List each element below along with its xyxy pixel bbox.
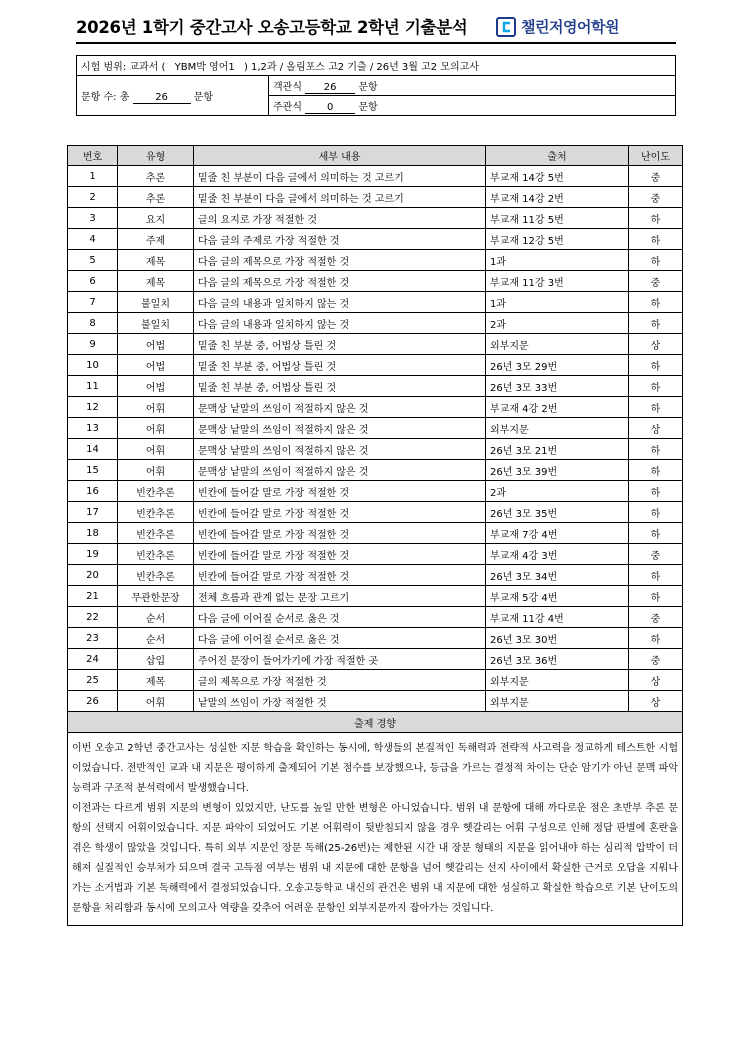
row-source: 외부지문	[486, 691, 629, 712]
brand	[496, 16, 619, 37]
row-number: 13	[68, 418, 118, 439]
row-source: 1과	[486, 292, 629, 313]
table-row	[68, 187, 683, 208]
row-type: 빈칸추론	[118, 544, 194, 565]
objective-unit: 문항	[358, 81, 378, 93]
table-row	[68, 586, 683, 607]
row-type: 어휘	[118, 439, 194, 460]
question-count-cell	[77, 76, 269, 116]
row-number: 4	[68, 229, 118, 250]
row-number: 1	[68, 166, 118, 187]
row-source: 부교재 5강 4번	[486, 586, 629, 607]
row-level: 하	[629, 313, 683, 334]
row-level: 하	[629, 481, 683, 502]
row-detail: 빈칸에 들어갈 말로 가장 적절한 것	[194, 523, 486, 544]
row-level: 하	[629, 376, 683, 397]
row-number: 21	[68, 586, 118, 607]
row-type: 주제	[118, 229, 194, 250]
trend-paragraph-1: 이번 오송고 2학년 중간고사는 성실한 지문 학습을 확인하는 동시에, 학생들의 본질적인 독해력과 전략적 사고력을 정교하게 테스트한 시험이었습니다. 전반적인 교과 내 지문은 평이하게 출제되어 기본 점수를 보장했으나, 등급을 가르는 결정적 차이는 단순 암기가 아닌 문맥 파악 능력과 구조적 분석력에서 발생했습니다.	[72, 743, 678, 794]
row-number: 14	[68, 439, 118, 460]
trend-paragraph-2: 이전과는 다르게 범위 지문의 변형이 있었지만, 난도를 높일 만한 변형은 아니었습니다. 범위 내 문항에 대해 까다로운 점은 초반부 추론 문항의 선택지 어휘이었습니다. 지문 파악이 되었어도 기본 어휘력이 뒷받침되지 않을 경우 헷갈리는 어휘 구성으로 인해 정답 판별에 혼란을 겪은 학생이 많았을 것입니다. 특히 외부 지문인 장문 독해(25-26번)는 제한된 시간 내 장문 형태의 지문을 읽어내야 하는 심리적 압박이 더해져 실질적인 승부처가 되으며 결국 고득점 여부는 범위 내 지문에 대한 문항을 넘어 헷갈리는 선지 사이에서 확실한 근거로 오답을 지워나가는 소거법과 기본 독해력에서 결정되었습니다. 오송고등학교 내신의 관건은 범위 내 지문에 대한 성실하고 확실한 학습으로 기본 난이도의 문항을 처리함과 동시에 모의고사 역량을 갖추어 어려운 문항인 외부지문까지 잡아가는 것입니다.	[72, 803, 678, 914]
row-level: 하	[629, 502, 683, 523]
row-level: 상	[629, 691, 683, 712]
table-row	[68, 376, 683, 397]
row-detail: 문맥상 낱말의 쓰임이 적절하지 않은 것	[194, 397, 486, 418]
table-row	[68, 544, 683, 565]
table-row	[68, 397, 683, 418]
row-type: 빈칸추론	[118, 481, 194, 502]
col-header-source: 출처	[486, 146, 629, 166]
row-source: 2과	[486, 481, 629, 502]
row-level: 중	[629, 271, 683, 292]
trend-heading: 출제 경향	[68, 712, 683, 733]
table-row	[68, 313, 683, 334]
row-source: 26년 3모 36번	[486, 649, 629, 670]
row-detail: 빈칸에 들어갈 말로 가장 적절한 것	[194, 565, 486, 586]
table-row	[68, 691, 683, 712]
page-header	[76, 10, 676, 46]
row-level: 하	[629, 229, 683, 250]
row-source: 부교재 14강 2번	[486, 187, 629, 208]
row-type: 어휘	[118, 691, 194, 712]
table-row	[68, 208, 683, 229]
objective-cell	[269, 76, 676, 96]
table-row	[68, 502, 683, 523]
row-source: 26년 3모 35번	[486, 502, 629, 523]
row-level: 하	[629, 628, 683, 649]
row-source: 부교재 11강 3번	[486, 271, 629, 292]
subjective-count: 0	[305, 102, 355, 114]
row-detail: 밑줄 친 부분이 다음 글에서 의미하는 것 고르기	[194, 187, 486, 208]
academy-logo-icon	[496, 17, 518, 37]
row-detail: 다음 글의 제목으로 가장 적절한 것	[194, 250, 486, 271]
exam-info-table	[76, 55, 676, 116]
row-source: 부교재 12강 5번	[486, 229, 629, 250]
row-detail: 빈칸에 들어갈 말로 가장 적절한 것	[194, 544, 486, 565]
analysis-table	[67, 145, 683, 926]
row-type: 어휘	[118, 397, 194, 418]
scope-label: 시험 범위: 교과서 (	[81, 62, 166, 73]
table-row	[68, 628, 683, 649]
table-row	[68, 355, 683, 376]
row-level: 상	[629, 334, 683, 355]
table-row	[68, 271, 683, 292]
objective-label: 객관식	[273, 81, 302, 93]
row-level: 중	[629, 607, 683, 628]
row-detail: 다음 글에 이어질 순서로 옳은 것	[194, 628, 486, 649]
subjective-cell	[269, 96, 676, 116]
row-number: 11	[68, 376, 118, 397]
count-label: 문항 수: 총	[81, 91, 130, 103]
row-detail: 밑줄 친 부분이 다음 글에서 의미하는 것 고르기	[194, 166, 486, 187]
col-header-type: 유형	[118, 146, 194, 166]
table-row	[68, 460, 683, 481]
row-number: 8	[68, 313, 118, 334]
row-source: 외부지문	[486, 670, 629, 691]
row-number: 22	[68, 607, 118, 628]
page-title: 2026년 1학기 중간고사 오송고등학교 2학년 기출분석	[76, 18, 468, 37]
row-level: 하	[629, 397, 683, 418]
row-source: 부교재 4강 3번	[486, 544, 629, 565]
row-source: 부교재 11강 4번	[486, 607, 629, 628]
row-level: 하	[629, 439, 683, 460]
table-row	[68, 166, 683, 187]
row-level: 하	[629, 355, 683, 376]
trend-body	[68, 733, 683, 926]
row-source: 26년 3모 33번	[486, 376, 629, 397]
row-detail: 문맥상 낱말의 쓰임이 적절하지 않은 것	[194, 418, 486, 439]
row-detail: 다음 글의 제목으로 가장 적절한 것	[194, 271, 486, 292]
row-type: 빈칸추론	[118, 565, 194, 586]
count-unit: 문항	[193, 91, 214, 103]
row-detail: 밑줄 친 부분 중, 어법상 틀린 것	[194, 376, 486, 397]
row-number: 26	[68, 691, 118, 712]
row-number: 18	[68, 523, 118, 544]
scope-book: YBM박 영어1	[174, 62, 235, 73]
row-number: 7	[68, 292, 118, 313]
row-type: 순서	[118, 607, 194, 628]
row-source: 2과	[486, 313, 629, 334]
row-level: 상	[629, 670, 683, 691]
table-row	[68, 523, 683, 544]
header-divider	[76, 42, 676, 44]
row-number: 25	[68, 670, 118, 691]
row-detail: 글의 제목으로 가장 적절한 것	[194, 670, 486, 691]
row-level: 상	[629, 418, 683, 439]
row-detail: 주어진 문장이 들어가기에 가장 적절한 곳	[194, 649, 486, 670]
row-type: 요지	[118, 208, 194, 229]
row-type: 삽입	[118, 649, 194, 670]
row-number: 23	[68, 628, 118, 649]
row-type: 어휘	[118, 418, 194, 439]
table-row	[68, 649, 683, 670]
total-count: 26	[133, 92, 191, 104]
table-row	[68, 334, 683, 355]
row-level: 하	[629, 292, 683, 313]
row-detail: 밑줄 친 부분 중, 어법상 틀린 것	[194, 355, 486, 376]
row-number: 19	[68, 544, 118, 565]
row-level: 하	[629, 460, 683, 481]
row-source: 외부지문	[486, 418, 629, 439]
row-type: 어법	[118, 334, 194, 355]
row-detail: 빈칸에 들어갈 말로 가장 적절한 것	[194, 502, 486, 523]
row-level: 중	[629, 166, 683, 187]
row-type: 제목	[118, 250, 194, 271]
row-type: 추론	[118, 187, 194, 208]
row-source: 26년 3모 39번	[486, 460, 629, 481]
row-detail: 전체 흐름과 관계 없는 문장 고르기	[194, 586, 486, 607]
row-type: 순서	[118, 628, 194, 649]
row-source: 26년 3모 21번	[486, 439, 629, 460]
row-number: 24	[68, 649, 118, 670]
row-detail: 낱말의 쓰임이 가장 적절한 것	[194, 691, 486, 712]
col-header-detail: 세부 내용	[194, 146, 486, 166]
row-level: 하	[629, 208, 683, 229]
table-row	[68, 439, 683, 460]
exam-scope-cell	[77, 56, 676, 76]
row-type: 빈칸추론	[118, 523, 194, 544]
row-number: 3	[68, 208, 118, 229]
row-detail: 다음 글에 이어질 순서로 옳은 것	[194, 607, 486, 628]
row-source: 부교재 4강 2번	[486, 397, 629, 418]
row-detail: 다음 글의 내용과 일치하지 않는 것	[194, 292, 486, 313]
row-number: 12	[68, 397, 118, 418]
row-type: 추론	[118, 166, 194, 187]
row-type: 제목	[118, 670, 194, 691]
row-level: 하	[629, 586, 683, 607]
row-type: 어법	[118, 376, 194, 397]
table-row	[68, 418, 683, 439]
row-detail: 문맥상 낱말의 쓰임이 적절하지 않은 것	[194, 460, 486, 481]
table-header-row	[68, 146, 683, 166]
table-row	[68, 292, 683, 313]
row-type: 불일치	[118, 292, 194, 313]
row-level: 하	[629, 565, 683, 586]
table-row	[68, 250, 683, 271]
row-number: 5	[68, 250, 118, 271]
col-header-number: 번호	[68, 146, 118, 166]
row-source: 부교재 7강 4번	[486, 523, 629, 544]
row-number: 9	[68, 334, 118, 355]
scope-rest: ) 1,2과 / 올림포스 고2 기출 / 26년 3월 고2 모의고사	[243, 62, 479, 73]
row-number: 6	[68, 271, 118, 292]
row-detail: 글의 요지로 가장 적절한 것	[194, 208, 486, 229]
row-type: 어법	[118, 355, 194, 376]
row-number: 16	[68, 481, 118, 502]
row-detail: 문맥상 낱말의 쓰임이 적절하지 않은 것	[194, 439, 486, 460]
table-row	[68, 670, 683, 691]
col-header-level: 난이도	[629, 146, 683, 166]
subjective-label: 주관식	[273, 101, 302, 113]
row-type: 불일치	[118, 313, 194, 334]
row-detail: 다음 글의 주제로 가장 적절한 것	[194, 229, 486, 250]
row-type: 어휘	[118, 460, 194, 481]
row-number: 10	[68, 355, 118, 376]
row-type: 제목	[118, 271, 194, 292]
objective-count: 26	[305, 82, 355, 94]
row-source: 부교재 11강 5번	[486, 208, 629, 229]
table-row	[68, 607, 683, 628]
table-row	[68, 229, 683, 250]
row-detail: 빈칸에 들어갈 말로 가장 적절한 것	[194, 481, 486, 502]
row-number: 15	[68, 460, 118, 481]
row-type: 무관한문장	[118, 586, 194, 607]
subjective-unit: 문항	[358, 101, 378, 113]
row-source: 26년 3모 29번	[486, 355, 629, 376]
row-detail: 다음 글의 내용과 일치하지 않는 것	[194, 313, 486, 334]
row-level: 중	[629, 187, 683, 208]
row-type: 빈칸추론	[118, 502, 194, 523]
row-level: 중	[629, 544, 683, 565]
row-detail: 밑줄 친 부분 중, 어법상 틀린 것	[194, 334, 486, 355]
row-number: 2	[68, 187, 118, 208]
row-number: 17	[68, 502, 118, 523]
row-number: 20	[68, 565, 118, 586]
row-source: 부교재 14강 5번	[486, 166, 629, 187]
row-source: 26년 3모 30번	[486, 628, 629, 649]
row-source: 1과	[486, 250, 629, 271]
row-level: 하	[629, 250, 683, 271]
row-source: 26년 3모 34번	[486, 565, 629, 586]
brand-name: 챌린저영어학원	[521, 18, 619, 36]
row-level: 중	[629, 649, 683, 670]
row-source: 외부지문	[486, 334, 629, 355]
table-row	[68, 481, 683, 502]
row-level: 하	[629, 523, 683, 544]
table-row	[68, 565, 683, 586]
